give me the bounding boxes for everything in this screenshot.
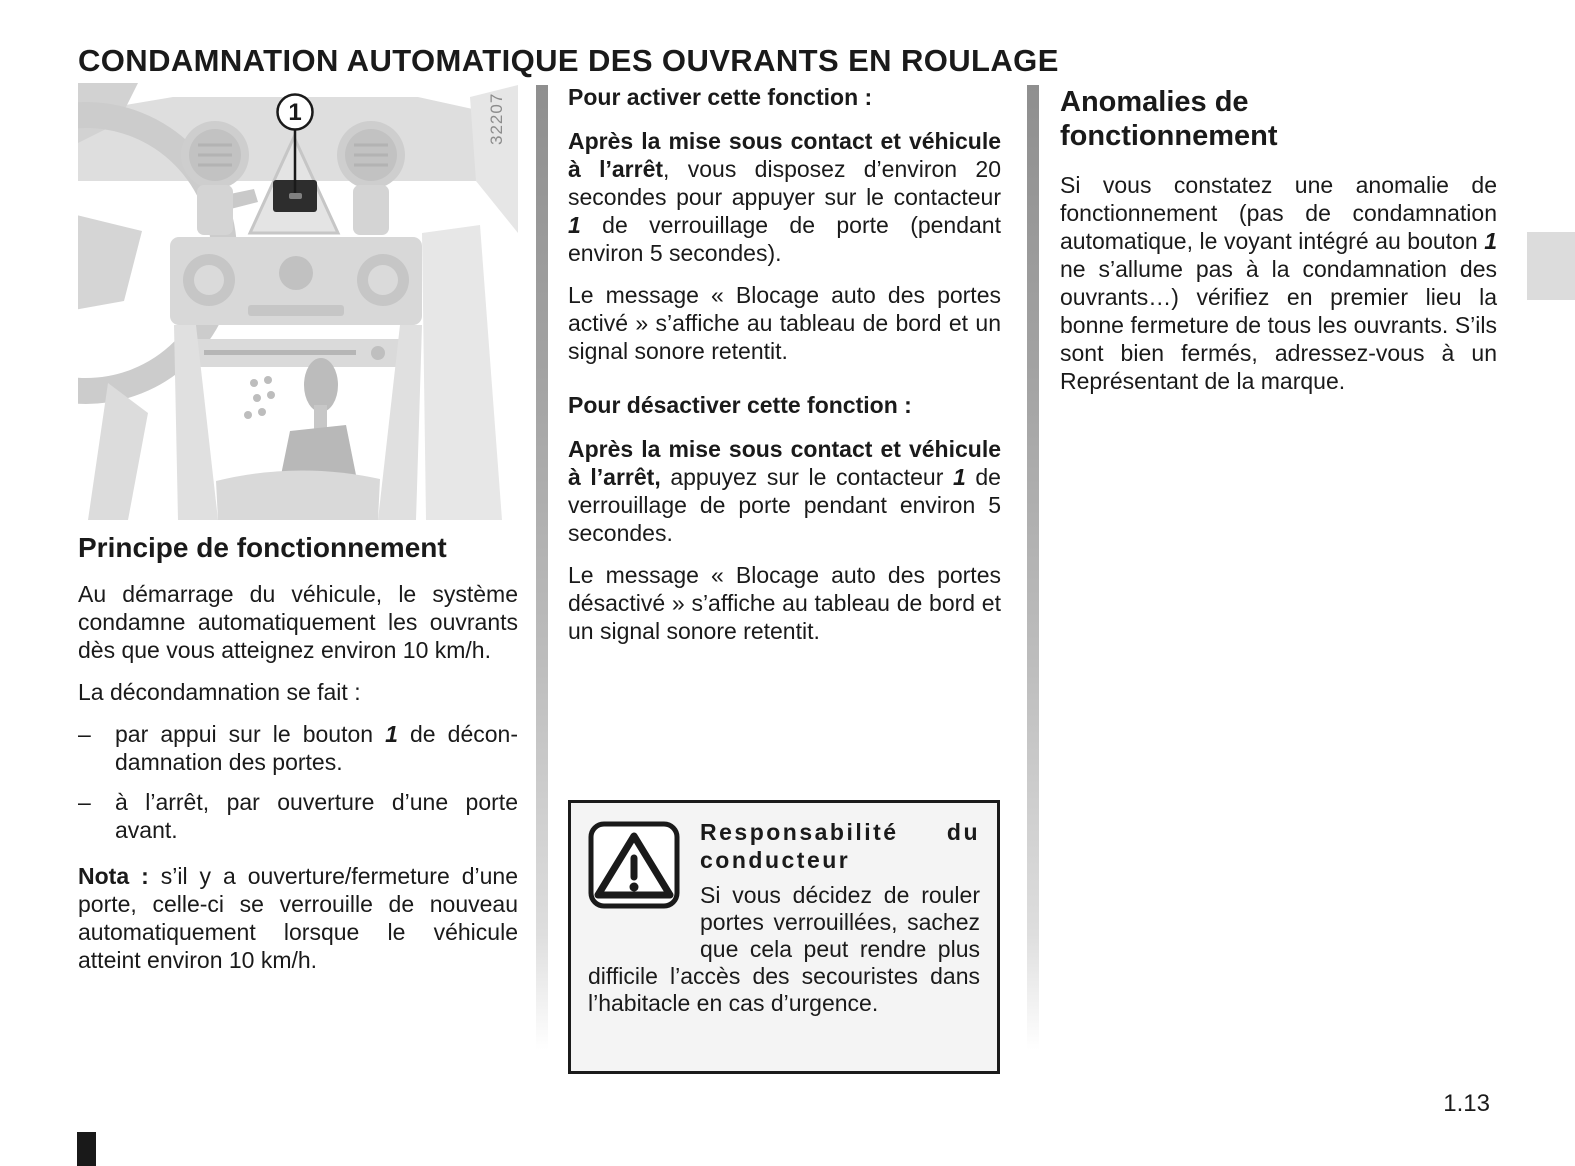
callout-1-label: 1 bbox=[288, 99, 302, 126]
right-column bbox=[1060, 83, 1497, 409]
warning-box-body-text: Si vous décidez de rouler portes verrouillées, sachez que cela peut rendre plus difficile l’accès des secouristes dans l’habitacle en cas d’urgence. bbox=[588, 882, 980, 1016]
nota-text: s’il y a ouverture/fermeture d’une porte, celle-ci se verrouille de nouveau automatiquement lorsque le véhicule atteint environ 10 km/h. bbox=[78, 863, 518, 973]
section-heading-anomalies: Anomalies de fonctionnement bbox=[1060, 86, 1278, 152]
deactivate-message-text: Le message « Blocage auto des portes désactivé » s’affiche au tableau de bord et un signal sonore retentit. bbox=[568, 562, 1001, 644]
unlock-bullet-1-text bbox=[115, 720, 518, 776]
principle-intro-text: Au démarrage du véhicule, le système condamne automatiquement les ouvrants dès que vous atteignez environ 10 km/h. bbox=[78, 581, 518, 663]
page-number: 1.13 bbox=[1443, 1090, 1490, 1117]
deactivate-text-2: de verrouillage de porte pendant environ 5 secondes. bbox=[568, 464, 1001, 546]
button-1-reference: 1 bbox=[1484, 228, 1497, 254]
dashboard-figure bbox=[78, 83, 518, 520]
print-registration-mark bbox=[77, 1132, 96, 1166]
left-column bbox=[78, 83, 518, 988]
dashboard-illustration bbox=[78, 83, 518, 520]
activate-text-2: de verrouillage de porte (pendant environ 5 secondes). bbox=[568, 212, 1001, 266]
activate-bold-lead: Après la mise sous contact et véhicule à l’arrêt bbox=[568, 128, 1001, 182]
bullet-dash: – bbox=[78, 721, 91, 747]
deactivate-bold-lead: Après la mise sous contact et véhicule à l’arrêt, bbox=[568, 436, 1001, 490]
activate-text-1: , vous disposez d’environ 20 secondes pour appuyer sur le contacteur bbox=[568, 156, 1002, 210]
activate-paragraph bbox=[568, 127, 1001, 267]
anomalies-text-1: Si vous constatez une anomalie de fonctionnement (pas de condamnation automatique, le voyant intégré au bouton bbox=[1060, 172, 1497, 254]
section-edge-tab bbox=[1527, 232, 1575, 300]
warning-triangle-icon bbox=[588, 821, 680, 909]
bullet-1-post: de décondamnation des portes. bbox=[115, 721, 519, 775]
button-1-reference: 1 bbox=[952, 464, 966, 490]
button-1-reference: 1 bbox=[385, 721, 398, 747]
anomalies-paragraph bbox=[1060, 171, 1497, 395]
activate-message-text: Le message « Blocage auto des portes activé » s’affiche au tableau de bord et un signal sonore retentit. bbox=[568, 282, 1001, 364]
nota-label: Nota : bbox=[78, 863, 149, 889]
deactivate-message-paragraph bbox=[568, 561, 1001, 645]
deactivate-paragraph bbox=[568, 435, 1001, 547]
section-heading-principle: Principe de fonctionnement bbox=[78, 532, 447, 563]
unlock-list-intro-text: La décondamnation se fait : bbox=[78, 679, 361, 705]
activate-heading: Pour activer cette fonction : bbox=[568, 84, 873, 110]
deactivate-heading: Pour désactiver cette fonction : bbox=[568, 392, 912, 418]
nota-paragraph bbox=[78, 862, 518, 974]
figure-photo-ref: 32207 bbox=[487, 92, 506, 145]
unlock-bullet-2-text bbox=[115, 788, 518, 844]
warning-box-title: Responsabilité du conducteur bbox=[700, 819, 980, 873]
principle-intro-paragraph bbox=[78, 580, 518, 664]
bullet-2-text: à l’arrêt, par ouverture d’une porte avant. bbox=[115, 789, 518, 843]
driver-responsibility-warning-box bbox=[568, 800, 1000, 1074]
deactivate-text-1: appuyez sur le contacteur bbox=[660, 464, 953, 490]
page-title: CONDAMNATION AUTOMATIQUE DES OUVRANTS EN ROULAGE bbox=[78, 42, 1059, 78]
middle-column bbox=[568, 83, 1001, 659]
bullet-dash: – bbox=[78, 789, 91, 815]
button-1-reference: 1 bbox=[568, 212, 581, 238]
unlock-bullet-2 bbox=[78, 788, 518, 844]
column-divider-right bbox=[1027, 85, 1039, 1050]
unlock-bullet-1 bbox=[78, 720, 518, 776]
bullet-1-pre: par appui sur le bouton bbox=[115, 721, 386, 747]
unlock-list-intro bbox=[78, 678, 518, 706]
anomalies-text-2: ne s’allume pas à la condamnation des ouvrants…) vérifiez en premier lieu la bonne fermeture de tous les ouvrants. S’ils sont bien fermés, adressez-vous à un Représentant de la marque. bbox=[1060, 256, 1497, 394]
column-divider-left bbox=[536, 85, 548, 1050]
activate-message-paragraph bbox=[568, 281, 1001, 365]
